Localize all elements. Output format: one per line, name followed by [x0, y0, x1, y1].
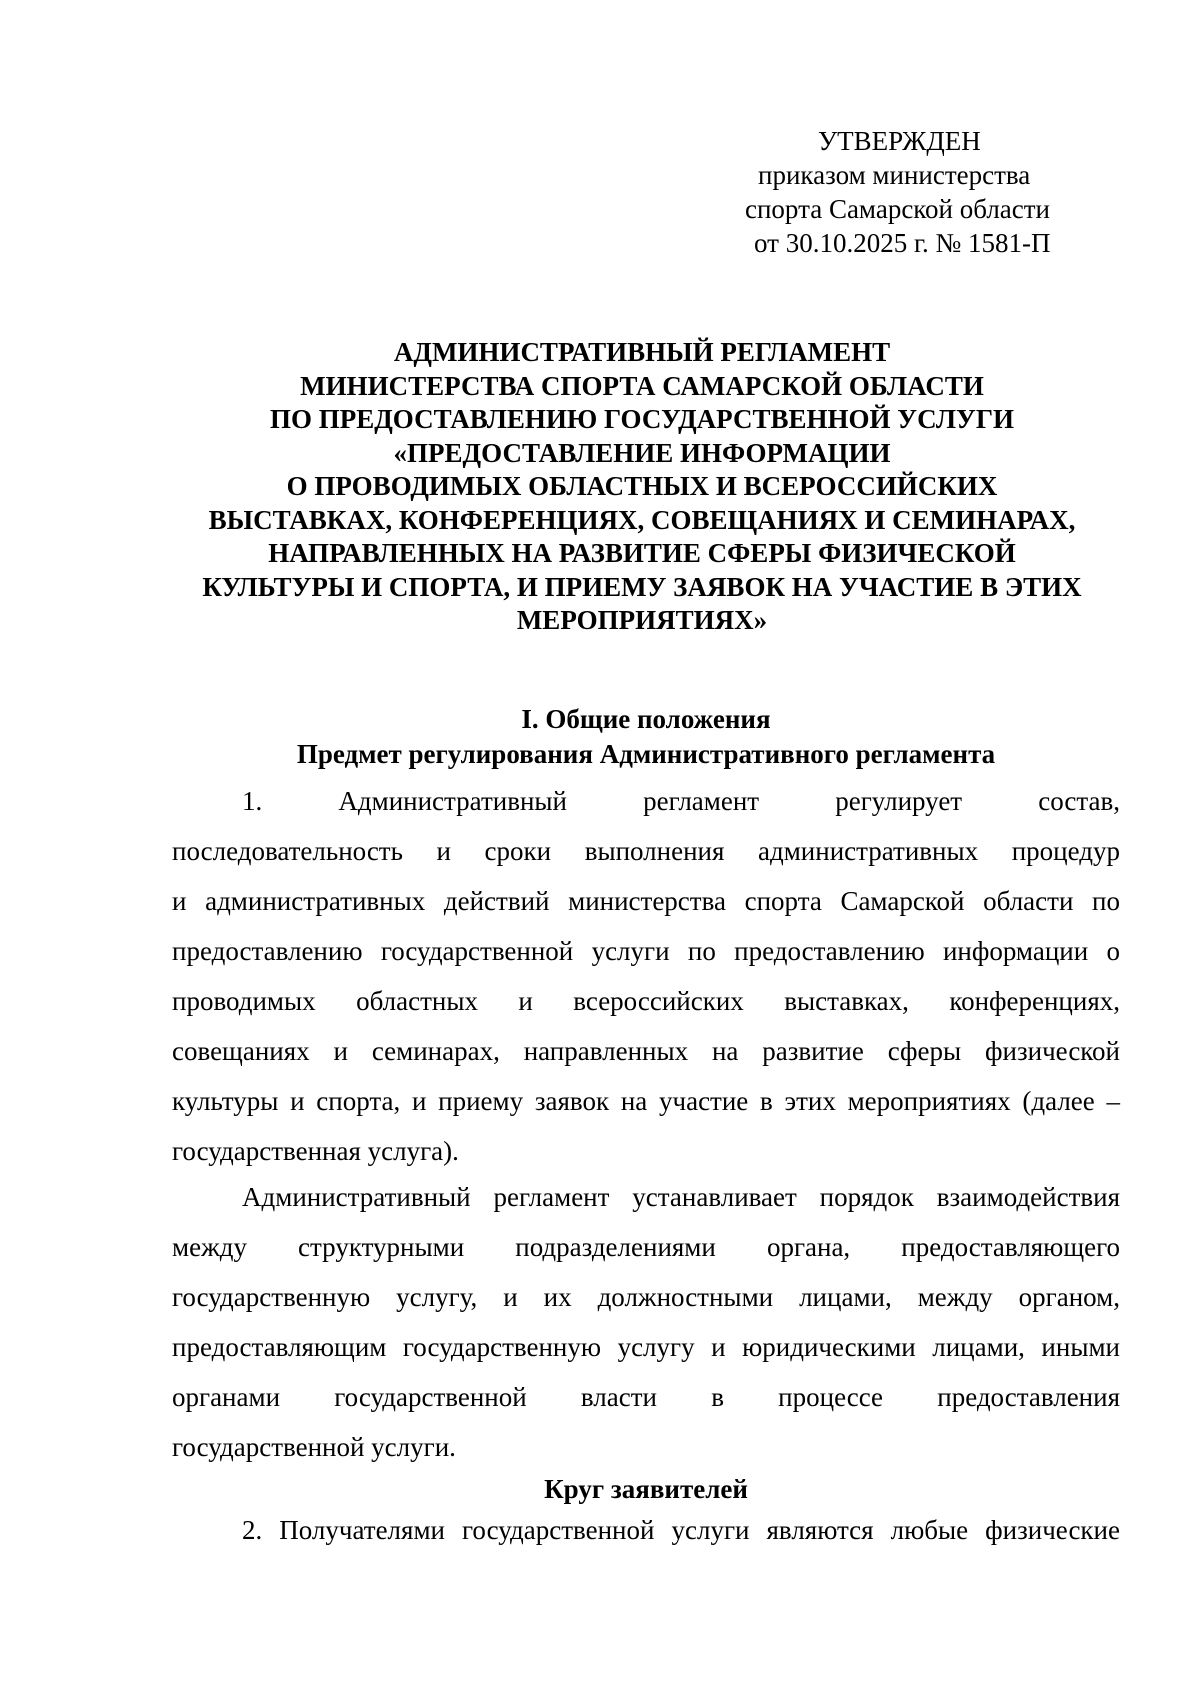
paragraph-line: предоставляющим государственную услугу и юридическими лицами, иными	[172, 1332, 1120, 1362]
paragraph-line: предоставлению государственной услуги по предоставлению информации о	[172, 936, 1120, 966]
section-heading: I. Общие положения	[521, 704, 771, 734]
title-line: «ПРЕДОСТАВЛЕНИЕ ИНФОРМАЦИИ	[393, 437, 891, 468]
paragraph-line: последовательность и сроки выполнения административных процедур	[172, 836, 1120, 866]
paragraph	[172, 1505, 1120, 1555]
paragraph-line: 2. Получателями государственной услуги являются любые физические	[242, 1515, 1120, 1545]
title-line: О ПРОВОДИМЫХ ОБЛАСТНЫХ И ВСЕРОССИЙСКИХ	[286, 471, 998, 501]
paragraph-line: проводимых областных и всероссийских выставках, конференциях,	[172, 986, 1120, 1016]
paragraph	[172, 1172, 1120, 1472]
title-line: АДМИНИСТРАТИВНЫЙ РЕГЛАМЕНТ	[393, 337, 891, 367]
paragraph-line: культуры и спорта, и приему заявок на участие в этих мероприятиях (далее –	[172, 1086, 1120, 1116]
document-title	[160, 336, 1124, 638]
approval-ministry-line: спорта Самарской области	[745, 194, 1051, 224]
title-line: ПО ПРЕДОСТАВЛЕНИЮ ГОСУДАРСТВЕННОЙ УСЛУГИ	[269, 404, 1015, 434]
paragraph-line: Административный регламент устанавливает порядок взаимодействия	[242, 1182, 1120, 1212]
paragraph-line: и административных действий министерства спорта Самарской области по	[172, 886, 1120, 916]
paragraph-line: между структурными подразделениями органа, предоставляющего	[172, 1232, 1120, 1262]
title-line: НАПРАВЛЕННЫХ НА РАЗВИТИЕ СФЕРЫ ФИЗИЧЕСКОЙ	[268, 538, 1016, 568]
paragraph-line: совещаниях и семинарах, направленных на развитие сферы физической	[172, 1036, 1120, 1066]
title-line: МЕРОПРИЯТИЯХ»	[516, 605, 768, 635]
section-subheading: Предмет регулирования Административного регламента	[296, 739, 996, 769]
approval-heading: УТВЕРЖДЕН	[818, 126, 981, 156]
title-line: МИНИСТЕРСТВА СПОРТА САМАРСКОЙ ОБЛАСТИ	[300, 370, 984, 401]
title-line: КУЛЬТУРЫ И СПОРТА, И ПРИЕМУ ЗАЯВОК НА УЧАСТИЕ В ЭТИХ	[202, 571, 1082, 602]
paragraph	[172, 776, 1120, 1176]
paragraph-line: государственная услуга).	[172, 1136, 459, 1166]
paragraph-line: государственной услуги.	[172, 1432, 456, 1462]
paragraph-line: 1. Административный регламент регулирует состав,	[242, 786, 1120, 816]
approval-order-line: приказом министерства	[758, 160, 1031, 190]
approval-stamp-block	[660, 124, 1120, 260]
section-heading: Круг заявителей	[544, 1474, 748, 1504]
paragraph-line: государственную услугу, и их должностными лицами, между органом,	[172, 1282, 1120, 1312]
title-line: ВЫСТАВКАХ, КОНФЕРЕНЦИЯХ, СОВЕЩАНИЯХ И СЕМИНАРАХ,	[208, 504, 1076, 535]
paragraph-line: органами государственной власти в процессе предоставления	[172, 1382, 1120, 1412]
approval-date-number-line: от 30.10.2025 г. № 1581-П	[754, 228, 1051, 258]
